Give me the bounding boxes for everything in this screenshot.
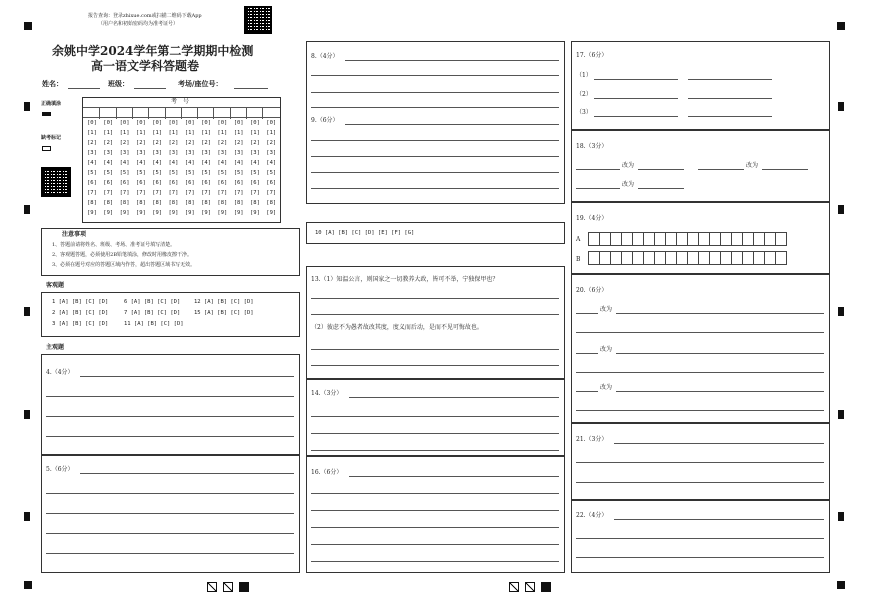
answer-line[interactable] [311,172,559,173]
exam-id-bubble[interactable]: [5] [103,170,114,176]
q5-label: 5.（6分） [46,466,74,473]
exam-id-bubble[interactable]: [2] [168,140,179,146]
answer-line[interactable] [311,561,559,562]
correct-fill-label: 正确填涂 [41,101,62,107]
exam-id-bubble[interactable]: [1] [152,130,163,136]
exam-id-bubble[interactable]: [2] [217,140,228,146]
answer-line[interactable] [311,188,559,189]
exam-id-bubble[interactable]: [9] [152,210,163,216]
exam-id-bubble[interactable]: [8] [217,200,228,206]
grid-divider [116,108,117,119]
q13-part1: 13.（1）知温公言，则国家之一切教养大政，皆可不举，宁独保甲也？ [311,276,499,283]
answer-line[interactable] [345,60,559,61]
answer-line[interactable] [46,416,294,417]
exam-id-bubble[interactable]: [3] [103,150,114,156]
exam-id-bubble[interactable]: [1] [266,130,277,136]
answer-line[interactable] [311,314,559,315]
note-item: 1、答题前请将姓名、班级、考场、准考证号填写清楚。 [52,242,176,248]
page-marker-slash [525,582,535,592]
exam-id-bubble[interactable]: [9] [119,210,130,216]
answer-line[interactable] [311,493,559,494]
exam-id-bubble[interactable]: [2] [119,140,130,146]
exam-id-bubble[interactable]: [6] [168,180,179,186]
exam-id-bubble[interactable]: [8] [201,200,212,206]
objective-title: 客观题 [46,282,65,289]
q17-item-3: （3） [576,109,592,116]
exam-id-bubble[interactable]: [1] [135,130,146,136]
exam-id-bubble[interactable]: [4] [217,160,228,166]
choice-box-q10 [306,222,565,244]
exam-id-bubble[interactable]: [5] [184,170,195,176]
exam-id-bubble[interactable]: [9] [217,210,228,216]
answer-line[interactable] [576,372,824,373]
exam-id-bubble[interactable]: [9] [266,210,277,216]
answer-line[interactable] [688,98,772,99]
corner-mark-top-right [837,22,845,30]
exam-id-bubble[interactable]: [5] [233,170,244,176]
exam-id-bubble[interactable]: [2] [87,140,97,146]
answer-line[interactable] [80,376,294,377]
exam-id-bubble[interactable]: [2] [135,140,146,146]
exam-id-bubble[interactable]: [6] [217,180,228,186]
exam-id-bubble[interactable]: [3] [233,150,244,156]
q18-change-2: 改为 [746,162,759,169]
answer-line[interactable] [311,107,559,108]
exam-id-bubble[interactable]: [7] [103,190,114,196]
exam-id-bubble[interactable]: [0] [233,120,244,126]
answer-line[interactable] [311,510,559,511]
grid-divider [197,108,198,119]
exam-id-bubble[interactable]: [1] [233,130,244,136]
answer-line[interactable] [311,433,559,434]
exam-id-bubble[interactable]: [5] [87,170,97,176]
answer-line[interactable] [311,365,559,366]
exam-id-bubble[interactable]: [2] [103,140,114,146]
exam-id-bubble[interactable]: [3] [87,150,97,156]
exam-id-bubble[interactable]: [5] [119,170,130,176]
exam-id-bubble[interactable]: [6] [184,180,195,186]
answer-line[interactable] [311,544,559,545]
exam-id-bubble[interactable]: [0] [135,120,146,126]
answer-line[interactable] [311,450,559,451]
answer-line[interactable] [594,79,678,80]
answer-box-q20 [571,274,830,423]
answer-line[interactable] [688,79,772,80]
answer-line[interactable] [576,557,824,558]
exam-id-bubble[interactable]: [6] [135,180,146,186]
exam-id-header: 考 号 [171,98,190,105]
exam-id-bubble[interactable]: [1] [103,130,114,136]
page-marker-solid [239,582,249,592]
exam-id-bubble[interactable]: [9] [184,210,195,216]
q22-label: 22.（4分） [576,512,608,519]
q13-part2: （2）彼虑不为愚者故改其度，度义而后动，是而不见可悔故也。 [311,324,483,331]
side-mark [838,410,844,419]
q18-label: 18.（3分） [576,143,608,150]
page-subtitle: 高一语文学科答题卷 [91,59,200,73]
answer-line[interactable] [311,298,559,299]
exam-id-bubble[interactable]: [6] [103,180,114,186]
q9-label: 9.（6分） [311,117,339,124]
answer-box-q21 [571,423,830,500]
choice-q1[interactable]: 1 [A] [B] [C] [D] [52,299,109,305]
exam-id-bubble[interactable]: [2] [250,140,260,146]
exam-id-bubble[interactable]: [7] [87,190,97,196]
answer-box-q13 [306,266,565,379]
side-mark [24,512,30,521]
q19-label: 19.（4分） [576,215,608,222]
corner-mark-bottom-right [837,581,845,589]
side-mark [838,307,844,316]
q8-label: 8.（4分） [311,53,339,60]
side-mark [24,410,30,419]
exam-id-bubble[interactable]: [3] [168,150,179,156]
exam-id-bubble[interactable]: [1] [119,130,130,136]
answer-line[interactable] [311,140,559,141]
notes-title: 注意事项 [62,231,87,238]
qr-code-icon [244,6,272,34]
side-mark [24,102,30,111]
absent-mark-label: 缺考标记 [41,135,62,141]
answer-line[interactable] [46,533,294,534]
page-marker-solid [541,582,551,592]
answer-line[interactable] [688,116,772,117]
exam-id-bubble[interactable]: [8] [266,200,277,206]
answer-box-q4 [41,354,300,455]
exam-id-bubble[interactable]: [0] [119,120,130,126]
grid-divider [181,108,182,119]
answer-line[interactable] [594,116,678,117]
exam-id-bubble[interactable]: [8] [168,200,179,206]
exam-id-bubble[interactable]: [6] [250,180,260,186]
answer-line[interactable] [311,156,559,157]
answer-line[interactable] [46,513,294,514]
choice-q12[interactable]: 12 [A] [B] [C] [D] [194,299,254,305]
exam-id-bubble[interactable]: [0] [250,120,260,126]
exam-id-bubble[interactable]: [8] [250,200,260,206]
side-mark [24,205,30,214]
exam-id-bubble[interactable]: [7] [184,190,195,196]
answer-line[interactable] [616,313,824,314]
answer-box-q19 [571,202,830,274]
exam-id-bubble[interactable]: [7] [119,190,130,196]
exam-id-bubble[interactable]: [9] [87,210,97,216]
q20-change-2: 改为 [600,346,613,353]
answer-line[interactable] [698,169,744,170]
answer-line[interactable] [614,443,824,444]
exam-id-bubble[interactable]: [4] [119,160,130,166]
answer-line[interactable] [576,462,824,463]
char-grid-a[interactable] [588,232,786,246]
answer-line[interactable] [349,397,559,398]
exam-id-bubble[interactable]: [5] [266,170,277,176]
exam-id-bubble[interactable]: [6] [119,180,130,186]
q21-label: 21.（3分） [576,436,608,443]
answer-line[interactable] [46,396,294,397]
exam-id-bubble[interactable]: [4] [266,160,277,166]
grid-divider [132,108,133,119]
char-grid-b[interactable] [588,251,786,265]
page-title: 余姚中学2024学年第二学期期中检测 [52,44,254,58]
exam-id-bubble[interactable]: [3] [119,150,130,156]
answer-line[interactable] [46,553,294,554]
exam-id-bubble[interactable]: [3] [266,150,277,156]
exam-id-bubble[interactable]: [4] [233,160,244,166]
q19-row-a-label: A [576,236,581,243]
exam-id-bubble[interactable]: [2] [266,140,277,146]
corner-mark-top-left [24,22,32,30]
choice-q11[interactable]: 11 [A] [B] [C] [D] [124,321,184,327]
q20-change-3: 改为 [600,384,613,391]
answer-box-q22 [571,500,830,573]
exam-id-bubble[interactable]: [4] [135,160,146,166]
exam-id-bubble[interactable]: [6] [87,180,97,186]
class-label: 班级： [108,79,129,88]
name-field[interactable] [68,88,100,89]
grid-divider [148,108,149,119]
answer-line[interactable] [576,482,824,483]
exam-id-bubble[interactable]: [1] [201,130,212,136]
exam-id-bubble[interactable]: [6] [233,180,244,186]
notice-line-2: （用户名和初始密码均为准考证号） [98,21,179,27]
subjective-title: 主观题 [46,344,65,351]
exam-id-bubble[interactable]: [1] [217,130,228,136]
q20-change-1: 改为 [600,306,613,313]
answer-line[interactable] [576,538,824,539]
exam-id-bubble[interactable]: [0] [87,120,97,126]
exam-id-bubble[interactable]: [3] [184,150,195,156]
exam-id-bubble[interactable]: [2] [233,140,244,146]
exam-id-bubble[interactable]: [0] [184,120,195,126]
exam-id-bubble[interactable]: [4] [250,160,260,166]
answer-box-q8-q9 [306,41,565,204]
exam-id-bubble[interactable]: [6] [152,180,163,186]
choice-q7[interactable]: 7 [A] [B] [C] [D] [124,310,181,316]
answer-line[interactable] [311,416,559,417]
exam-id-bubble[interactable]: [5] [250,170,260,176]
exam-id-bubble[interactable]: [2] [201,140,212,146]
answer-line[interactable] [576,332,824,333]
answer-line[interactable] [345,124,559,125]
exam-id-bubble[interactable]: [0] [152,120,163,126]
exam-id-bubble[interactable]: [4] [103,160,114,166]
q4-label: 4.（4分） [46,369,74,376]
exam-id-bubble[interactable]: [5] [135,170,146,176]
grid-divider [230,108,231,119]
exam-id-bubble[interactable]: [0] [103,120,114,126]
q19-row-b-label: B [576,256,581,263]
q18-change-3: 改为 [622,181,635,188]
exam-id-bubble[interactable]: [8] [103,200,114,206]
side-mark [838,102,844,111]
exam-id-bubble[interactable]: [7] [217,190,228,196]
exam-id-bubble[interactable]: [5] [201,170,212,176]
grid-divider [213,108,214,119]
exam-id-bubble[interactable]: [3] [217,150,228,156]
exam-id-bubble[interactable]: [0] [266,120,277,126]
exam-id-bubble[interactable]: [5] [217,170,228,176]
note-item: 3、必须在题号对应的答题区域内作答，超出答题区域书写无效。 [52,262,196,268]
exam-id-bubble[interactable]: [3] [135,150,146,156]
exam-id-bubble[interactable]: [7] [233,190,244,196]
corner-mark-bottom-left [24,581,32,589]
q17-label: 17.（6分） [576,52,608,59]
grid-divider [246,108,247,119]
correct-fill-sample [42,112,51,116]
exam-id-bubble[interactable]: [4] [152,160,163,166]
exam-id-bubble[interactable]: [7] [201,190,212,196]
choice-q2[interactable]: 2 [A] [B] [C] [D] [52,310,109,316]
exam-id-bubble[interactable]: [4] [201,160,212,166]
exam-id-columns[interactable] [83,120,280,222]
answer-line[interactable] [616,353,824,354]
exam-id-bubble[interactable]: [1] [250,130,260,136]
absent-mark-box[interactable] [42,146,51,151]
side-mark [838,512,844,521]
exam-id-bubble[interactable]: [3] [152,150,163,156]
exam-id-bubble[interactable]: [7] [250,190,260,196]
exam-id-bubble[interactable]: [0] [201,120,212,126]
exam-id-bubble[interactable]: [7] [266,190,277,196]
page-marker-slash [223,582,233,592]
exam-id-bubble[interactable]: [1] [87,130,97,136]
seat-label: 考场/座位号： [178,79,223,88]
answer-line[interactable] [80,473,294,474]
q14-label: 14.（3分） [311,390,343,397]
answer-box-q5 [41,455,300,573]
q17-item-1: （1） [576,72,592,79]
page-marker-slash [509,582,519,592]
exam-id-bubble[interactable]: [8] [233,200,244,206]
answer-line[interactable] [614,519,824,520]
seat-field[interactable] [234,88,268,89]
grid-divider [165,108,166,119]
answer-line[interactable] [762,169,808,170]
answer-line[interactable] [576,188,620,189]
exam-id-bubble[interactable]: [1] [184,130,195,136]
grid-divider [99,108,100,119]
answer-line[interactable] [311,349,559,350]
exam-id-bubble[interactable]: [2] [152,140,163,146]
grid-divider [262,108,263,119]
answer-line[interactable] [576,410,824,411]
choice-q6[interactable]: 6 [A] [B] [C] [D] [124,299,181,305]
answer-line[interactable] [576,313,598,314]
q16-label: 16.（6分） [311,469,343,476]
answer-box-q16 [306,456,565,573]
exam-id-bubble[interactable]: [9] [168,210,179,216]
exam-id-bubble[interactable]: [9] [233,210,244,216]
q18-change-1: 改为 [622,162,635,169]
q20-label: 20.（6分） [576,287,608,294]
exam-id-bubble[interactable]: [5] [168,170,179,176]
qr-code-icon [41,167,71,197]
notice-line-1: 报告查询：登录zhixue.com或扫描二维码下载App [88,13,202,19]
exam-id-bubble[interactable]: [7] [152,190,163,196]
note-item: 2、客观题答题，必须使用2B铅笔填涂，修改时用橡皮擦干净。 [52,252,193,258]
page-marker-slash [207,582,217,592]
exam-id-bubble[interactable]: [3] [201,150,212,156]
side-mark [838,205,844,214]
answer-line[interactable] [311,92,559,93]
answer-box-q17 [571,41,830,130]
exam-id-bubble[interactable]: [1] [168,130,179,136]
exam-id-bubble[interactable]: [4] [87,160,97,166]
exam-id-bubble[interactable]: [9] [250,210,260,216]
answer-line[interactable] [576,169,620,170]
exam-id-bubble[interactable]: [9] [201,210,212,216]
answer-line[interactable] [594,98,678,99]
exam-id-bubble[interactable]: [6] [266,180,277,186]
answer-line[interactable] [311,75,559,76]
char-cell[interactable] [775,232,787,246]
notes-box [41,228,300,276]
answer-line[interactable] [576,391,598,392]
char-cell[interactable] [775,251,787,265]
answer-line[interactable] [638,169,684,170]
exam-id-bubble[interactable]: [6] [201,180,212,186]
answer-box-q14 [306,379,565,456]
choice-q10[interactable]: 10 [A] [B] [C] [D] [E] [F] [G] [315,230,415,236]
exam-id-bubble[interactable]: [9] [135,210,146,216]
choice-q15[interactable]: 15 [A] [B] [C] [D] [194,310,254,316]
exam-id-bubble[interactable]: [7] [135,190,146,196]
answer-line[interactable] [349,476,559,477]
answer-box-q18 [571,130,830,202]
answer-line[interactable] [576,353,598,354]
exam-id-bubble[interactable]: [5] [152,170,163,176]
exam-id-bubble[interactable]: [0] [168,120,179,126]
exam-id-bubble[interactable]: [0] [217,120,228,126]
answer-line[interactable] [46,493,294,494]
choice-q3[interactable]: 3 [A] [B] [C] [D] [52,321,109,327]
exam-id-bubble[interactable]: [9] [103,210,114,216]
exam-id-bubble[interactable]: [3] [250,150,260,156]
exam-id-bubble[interactable]: [4] [168,160,179,166]
exam-id-grid [82,97,281,223]
class-field[interactable] [134,88,166,89]
q17-item-2: （2） [576,91,592,98]
exam-id-bubble[interactable]: [8] [87,200,97,206]
answer-line[interactable] [311,527,559,528]
name-label: 姓名： [42,79,63,88]
side-mark [24,307,30,316]
answer-line[interactable] [638,188,684,189]
exam-id-bubble[interactable]: [8] [152,200,163,206]
answer-line[interactable] [46,436,294,437]
exam-id-bubble[interactable]: [8] [119,200,130,206]
exam-id-bubble[interactable]: [8] [135,200,146,206]
exam-id-bubble[interactable]: [7] [168,190,179,196]
objective-box [41,292,300,337]
answer-line[interactable] [616,391,824,392]
exam-id-bubble[interactable]: [2] [184,140,195,146]
exam-id-bubble[interactable]: [8] [184,200,195,206]
exam-id-bubble[interactable]: [4] [184,160,195,166]
